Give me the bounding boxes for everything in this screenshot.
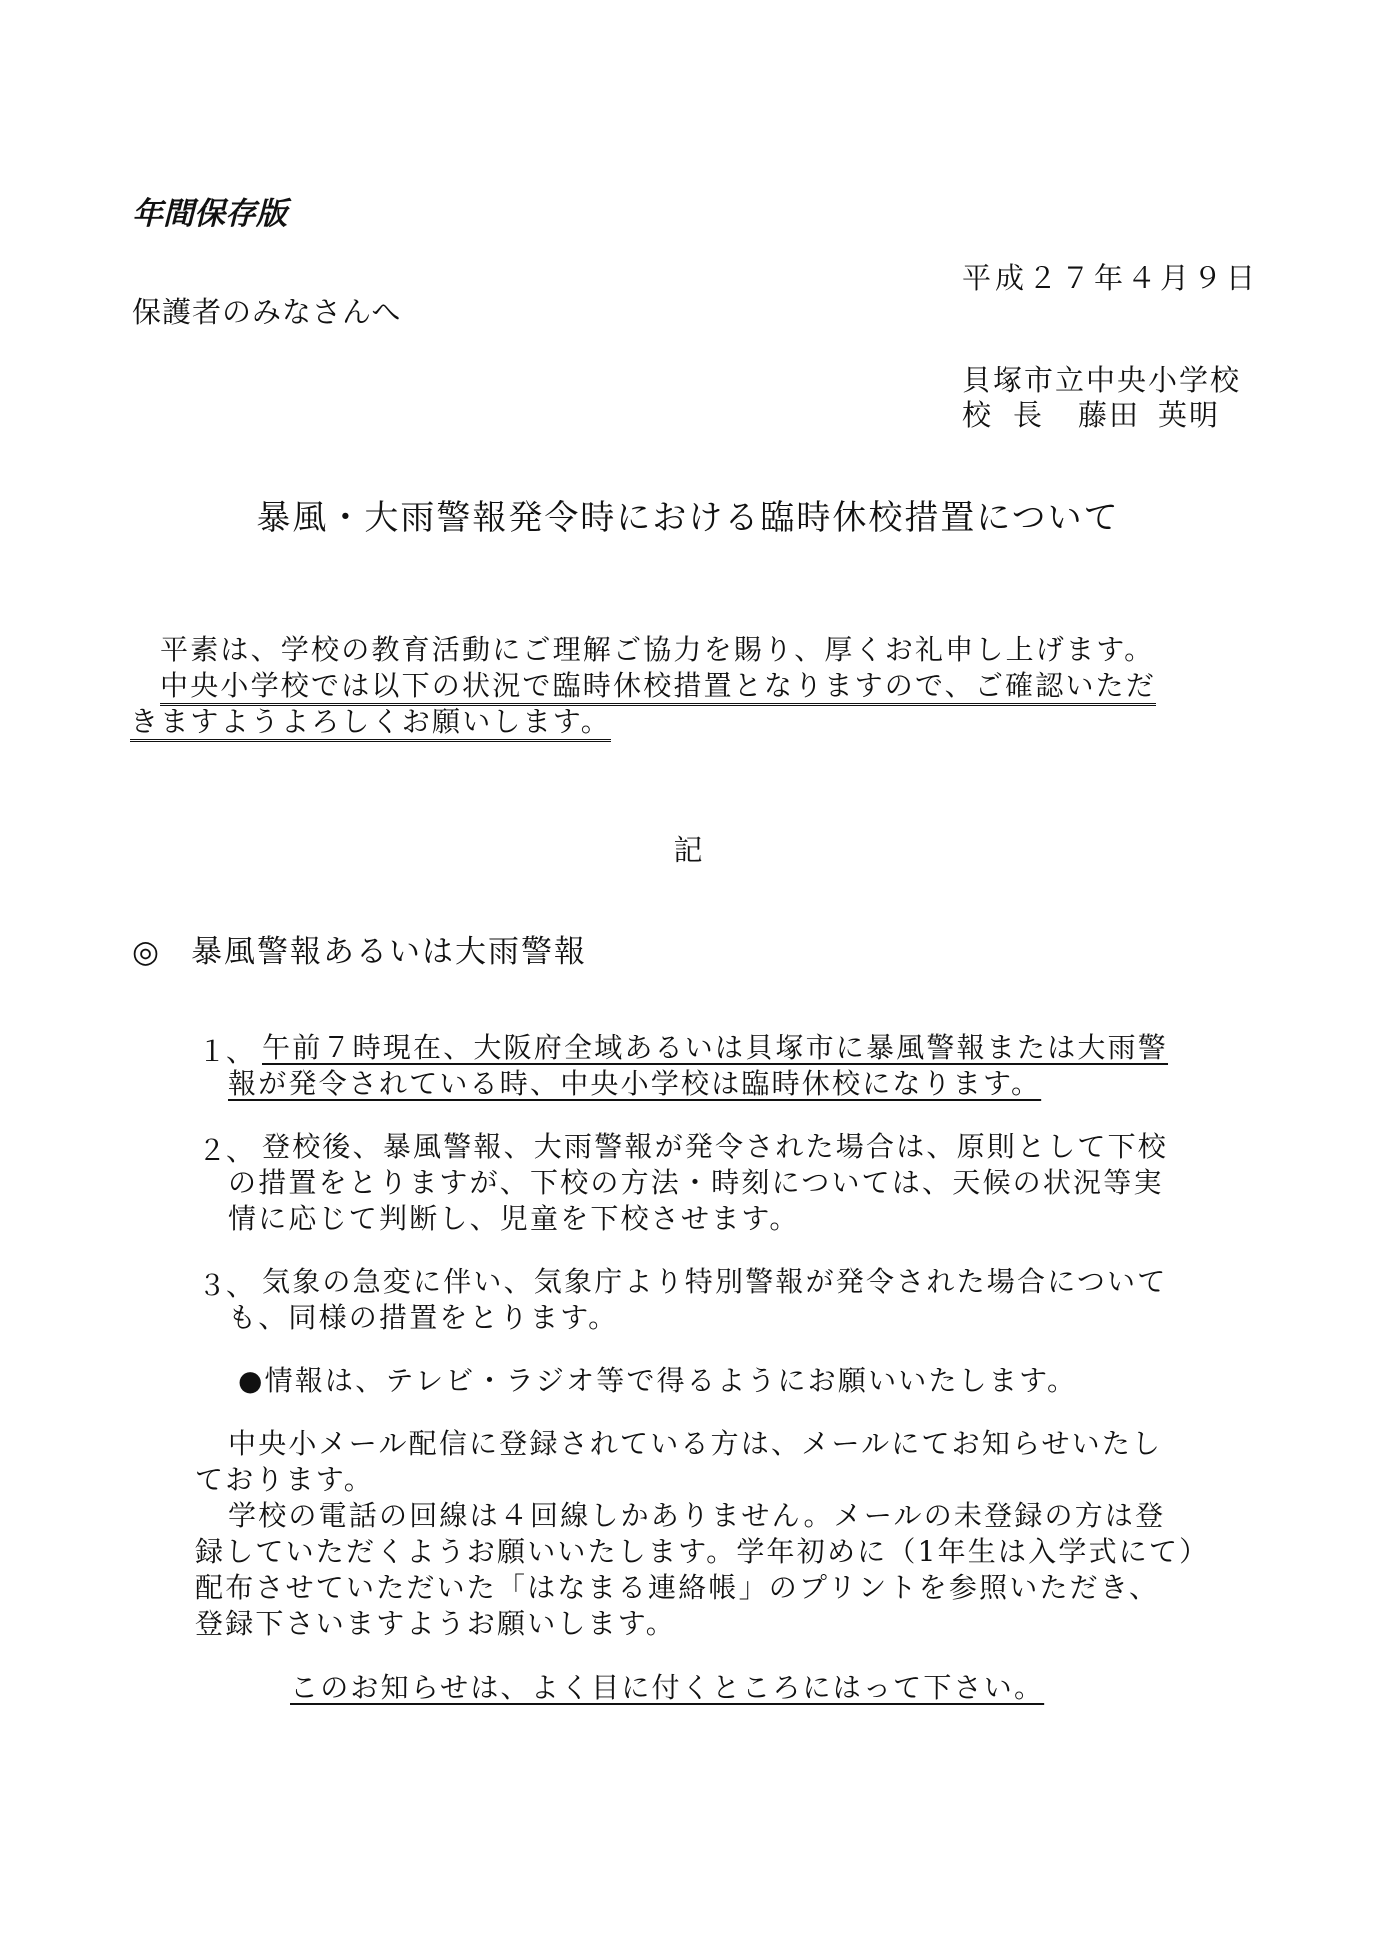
- item-1-line-1-text: 午前７時現在、大阪府全域あるいは貝塚市に暴風警報または大雨警: [262, 1031, 1169, 1064]
- phone-note-line-1: 学校の電話の回線は４回線しかありません。メールの未登録の方は登: [228, 1499, 1166, 1532]
- principal-given-name: 英明: [1158, 398, 1221, 432]
- item-2-line-3: 情に応じて判断し、児童を下校させます。: [228, 1202, 800, 1235]
- document-title: 暴風・大雨警報発令時における臨時休校措置について: [256, 498, 1120, 538]
- closing-note: [290, 1670, 1044, 1706]
- intro-line-1: 平素は、学校の教育活動にご理解ご協力を賜り、厚くお礼申し上げます。: [160, 633, 1155, 666]
- principal-family-name: 藤田: [1078, 398, 1141, 432]
- school-name: 貝塚市立中央小学校: [962, 363, 1242, 397]
- double-circle-icon: ◎: [132, 934, 162, 970]
- item-2-line-1: 登校後、暴風警報、大雨警報が発令された場合は、原則として下校: [262, 1130, 1169, 1163]
- item-1-line-2-text: 報が発令されている時、中央小学校は臨時休校になります。: [228, 1067, 1042, 1100]
- item-1-number: １、: [198, 1035, 255, 1068]
- principal: [962, 393, 1238, 434]
- ki-mark: 記: [673, 833, 703, 867]
- section-heading: [132, 926, 587, 971]
- item-1-line-2: [228, 1066, 1041, 1102]
- item-3-number: ３、: [198, 1269, 255, 1302]
- section-heading-text: 暴風警報あるいは大雨警報: [191, 934, 588, 970]
- item-3-line-2: も、同様の措置をとります。: [228, 1301, 619, 1334]
- mail-note-line-2: ております。: [195, 1463, 374, 1496]
- intro-line-2-text: 中央小学校では以下の状況で臨時休校措置となりますので、ご確認いただ: [160, 669, 1156, 706]
- mail-note-line-1: 中央小メール配信に登録されている方は、メールにてお知らせいたし: [228, 1427, 1163, 1460]
- issue-date: 平成２７年４月９日: [962, 261, 1260, 295]
- phone-note-line-4: 登録下さいますようお願いします。: [195, 1607, 676, 1640]
- item-3-line-1: 気象の急変に伴い、気象庁より特別警報が発令された場合について: [262, 1265, 1168, 1298]
- item-2-number: ２、: [198, 1134, 255, 1167]
- intro-line-3: [130, 704, 611, 740]
- archive-label: 年間保存版: [132, 196, 287, 232]
- closing-note-text: このお知らせは、よく目に付くところにはって下さい。: [290, 1671, 1045, 1704]
- recipient: 保護者のみなさんへ: [132, 295, 402, 329]
- intro-line-3-text: きますようよろしくお願いします。: [130, 705, 611, 742]
- intro-line-2: [160, 668, 1156, 704]
- principal-role: 校長: [962, 398, 1065, 432]
- phone-note-line-2: 録していただくようお願いいたします。学年初めに（1年生は入学式にて）: [195, 1535, 1210, 1568]
- phone-note-line-3: 配布させていただいた「はなまる連絡帳」のプリントを参照いただき、: [195, 1571, 1160, 1604]
- principal-name: [1078, 398, 1238, 432]
- info-bullet: ●情報は、テレビ・ラジオ等で得るようにお願いいたします。: [238, 1364, 1078, 1397]
- item-1-line-1: [262, 1030, 1168, 1066]
- item-2-line-2: の措置をとりますが、下校の方法・時刻については、天候の状況等実: [228, 1166, 1164, 1199]
